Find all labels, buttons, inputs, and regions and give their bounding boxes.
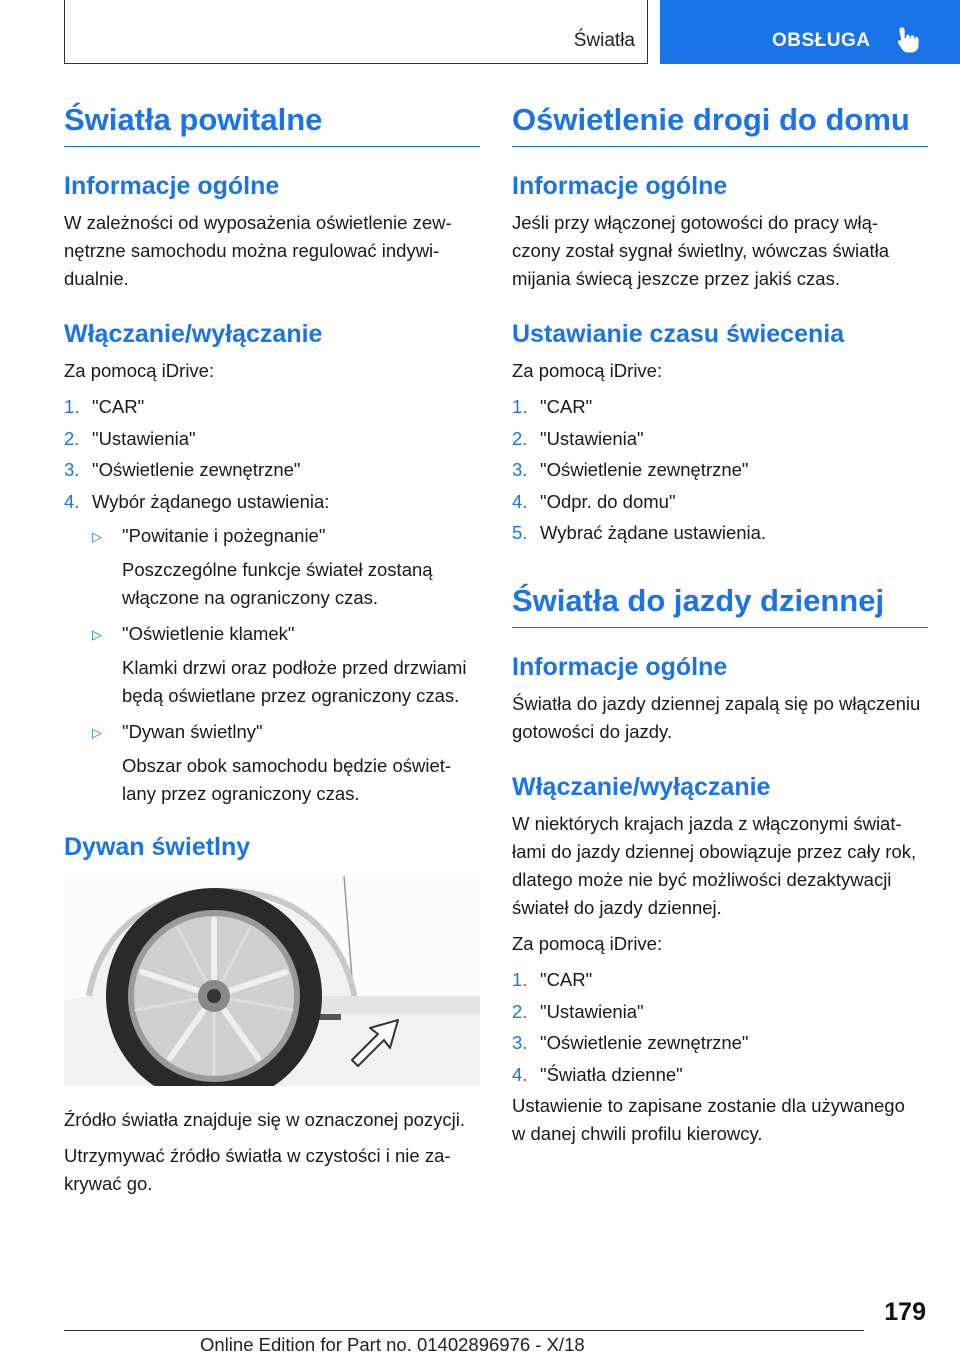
follow-me-home-text: Jeśli przy włączonej gotowości do pracy włą- czony został sygnał świetlny, wówczas światła mijania świecą jeszcze przez jakiś czas.: [512, 212, 889, 290]
daytime-lights-regulation-text: W niektórych krajach jazda z włączonymi świat- łami do jazdy dziennej obowiązuje przez cały rok, dlatego może nie być możliwości dezaktywacji świateł do jazdy dziennej.: [512, 813, 917, 919]
list-item: 2. "Ustawienia": [512, 1000, 644, 1022]
pointing-hand-icon: [896, 26, 922, 54]
right-column: [512, 100, 928, 1156]
steps-list: [64, 393, 480, 516]
subsection-title-on-off: Włączanie/wyłączanie: [512, 773, 771, 802]
header-chapter-label: OBSŁUGA: [772, 30, 871, 51]
idrive-intro: Za pomocą iDrive:: [512, 360, 663, 382]
idrive-intro: Za pomocą iDrive:: [512, 933, 663, 955]
profile-note-text: Ustawienie to zapisane zostanie dla używanego w danej chwili profilu kierowcy.: [512, 1095, 905, 1145]
subsection-title-set-duration: Ustawianie czasu świecenia: [512, 320, 845, 349]
list-item: 1. "CAR": [512, 396, 593, 418]
header-section-title: Światła: [573, 30, 635, 51]
triangle-bullet-icon: ▷: [92, 528, 102, 544]
list-item: ▷ "Powitanie i pożegnanie" Poszczególne funkcje świateł zostaną włączone na ograniczony czas.: [92, 522, 480, 620]
section-title-follow-me-home: Oświetlenie drogi do domu: [512, 100, 928, 147]
list-item: ▷ "Oświetlenie klamek" Klamki drzwi oraz podłoże przed drzwiami będą oświetlane przez ograniczony czas.: [92, 620, 480, 718]
list-item: 2. "Ustawienia": [64, 427, 196, 449]
footer-edition: Online Edition for Part no. 01402896976 - X/18: [200, 1334, 585, 1355]
list-item: 4. "Światła dzienne": [512, 1063, 683, 1085]
page-number: 179: [884, 1298, 926, 1326]
general-info-text: W zależności od wyposażenia oświetlenie zew- nętrzne samochodu można regulować indywi- dualnie.: [64, 212, 452, 290]
triangle-bullet-icon: ▷: [92, 626, 102, 642]
subsection-title-general-info: Informacje ogólne: [512, 172, 728, 201]
header-chapter-tab[interactable]: [660, 0, 960, 64]
list-item: 5. Wybrać żądane ustawienia.: [512, 522, 767, 544]
list-item: 1. "CAR": [64, 396, 145, 418]
triangle-bullet-icon: ▷: [92, 724, 102, 740]
left-column: [64, 100, 480, 1206]
subsection-title-on-off: Włączanie/wyłączanie: [64, 320, 323, 349]
keep-clean-text: Utrzymywać źródło światła w czystości i nie za- krywać go.: [64, 1144, 451, 1194]
section-title-welcome-lights: Światła powitalne: [64, 100, 480, 147]
header-section-box: [64, 0, 648, 64]
options-list: [92, 522, 480, 816]
steps-list: [512, 393, 928, 547]
subsection-title-general-info: Informacje ogólne: [512, 653, 728, 682]
steps-list: [512, 966, 928, 1089]
light-source-text: Źródło światła znajduje się w oznaczonej pozycji.: [64, 1108, 466, 1130]
subsection-title-general-info: Informacje ogólne: [64, 172, 280, 201]
car-wheel-light-carpet-image: [64, 876, 480, 1086]
footer-divider: [64, 1330, 864, 1331]
idrive-intro: Za pomocą iDrive:: [64, 360, 215, 382]
list-item: 3. "Oświetlenie zewnętrzne": [64, 459, 301, 481]
list-item: 4. Wybór żądanego ustawienia:: [64, 490, 330, 512]
section-title-daytime-running-lights: Światła do jazdy dziennej: [512, 581, 928, 628]
daytime-lights-text: Światła do jazdy dziennej zapalą się po włączeniu gotowości do jazdy.: [512, 693, 921, 743]
list-item: ▷ "Dywan świetlny" Obszar obok samochodu będzie oświet- lany przez ograniczony czas.: [92, 718, 480, 816]
page-header: [0, 0, 960, 66]
list-item: 3. "Oświetlenie zewnętrzne": [512, 1032, 749, 1054]
list-item: 3. "Oświetlenie zewnętrzne": [512, 459, 749, 481]
subsection-title-light-carpet: Dywan świetlny: [64, 832, 251, 861]
list-item: 4. "Odpr. do domu": [512, 490, 676, 512]
list-item: 1. "CAR": [512, 969, 593, 991]
list-item: 2. "Ustawienia": [512, 427, 644, 449]
